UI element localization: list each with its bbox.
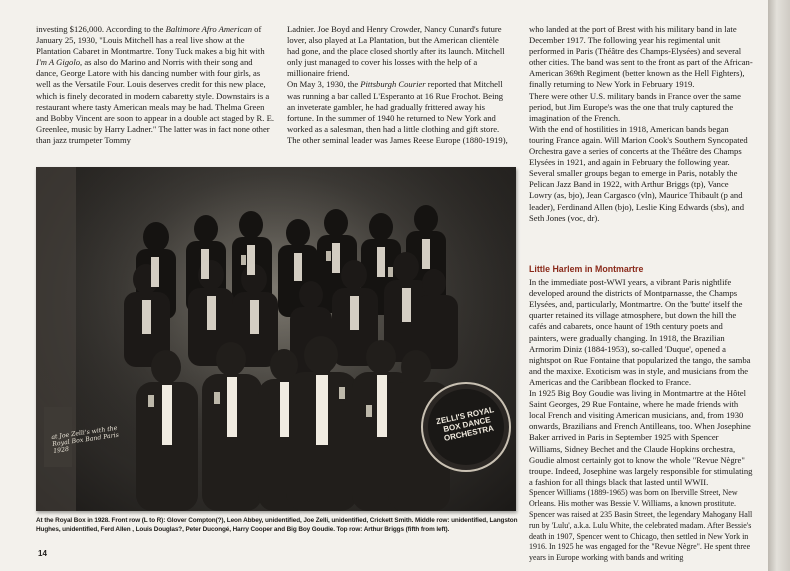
- text-column-right-top: [529, 24, 753, 224]
- text-run: On May 3, 1930, the: [287, 79, 361, 90]
- photo-inscription: at Joe Zelli's with the Royal Box Band Paris 1928: [50, 424, 120, 455]
- text-column-middle: [287, 24, 513, 146]
- paragraph: who landed at the port of Brest with his military band in late December 1917. The following year his regimental unit performed in Paris (Théâtre des Champs-Elysées) and several other cities. The band was sent to the front as part of the African-American 369th Regiment (better known as the Hell Fighters), finally returning to New York in February 1919.: [529, 24, 753, 90]
- text-column-left: [36, 24, 276, 146]
- paragraph: Spencer Williams (1889-1965) was born on Iberville Street, New Orleans. His mother was Bessie V. Williams, a known prostitute. Spencer was raised at 235 Basin Street, the legendary Mahogany Hall run by 'Lulu', a.k.a. Lulu White, the celebrated madam. After Bessie's death in 1907, Spencer went to Chicago, then settled in New York in 1916. In 1925 he was engaged for the "Revue Nègre". He spent three years in Europe working with bands and writing: [529, 487, 753, 563]
- text-run: reported that Mitchell was running a bar called L'Esperanto at 16 Rue Frochot. Being an inveterate gambler, he had gradually frittered away his fortune. In the summer of 1940 he returned to New York and worked as a salesman, then had a little clothing and gift store.: [287, 79, 504, 134]
- paragraph: There were other U.S. military bands in France over the same period, but Jim Europe's was the one that truly captured the imagination of the French.: [529, 90, 741, 123]
- text-run: of January 25, 1930, "Louis Mitchell has a real live show at the Plantation Cabaret in Montmartre. Tony Tuck makes a big hit with: [36, 24, 265, 57]
- paragraph: The other seminal leader was James Reese Europe (1880-1919),: [287, 134, 508, 145]
- paragraph: [36, 24, 276, 146]
- page-edge: [768, 0, 790, 571]
- photo-caption: At the Royal Box in 1928. Front row (L to R): Glover Compton(?), Leon Abbey, unidentified, Joe Zelli, unidentified, Crickett Smith. Middle row: unidentified, Langston Hughes, unidentified, Ferd Allen , Louis Douglas?, Peter Ducongé, Harry Cooper and Big Boy Goudie. Top row: Arthur Briggs (fifth from left).: [36, 517, 518, 534]
- paragraph: In 1925 Big Boy Goudie was living in Montmartre at the Hôtel Saint Georges, 29 Rue Fontaine, where he made friends with local French and visiting American musicians, and, from 1930 onwards, Brazilians and French Antilleans, too. When Josephine Baker arrived in Paris in September 1925 with Spencer Williams, Sidney Bechet and the Claude Hopkins orchestra, Goudie almost certainly got to know the whole "Revue Nègre" troupe. Indeed, Josephine was largely responsible for stimulating a fashion for all things black that lasted until WWII.: [529, 388, 753, 487]
- page-number: 14: [38, 549, 47, 558]
- paragraph: Ladnier. Joe Boyd and Henry Crowder, Nancy Cunard's future lover, also played at La Plantation, but the American clientèle had gone, and the place closed shortly after its launch. Mitchell only just managed to cover his losses with the help of a millionaire friend.: [287, 24, 505, 79]
- text-column-right-bottom: [529, 264, 753, 564]
- paragraph: With the end of hostilities in 1918, American bands began touring France again. Will Marion Cook's Southern Syncopated Orchestra gave a series of concerts at the Théâtre des Champs Elysées in 1921, and again in February the following year. Several smaller groups began to emerge in Paris, notably the Pelican Jazz Band in 1922, with Arthur Briggs (tp), Vance Lowry (as, bjo), Jean Cargasco (vln), Maurice Thibault (p and leader), Ferdinand Allen (bjo), Leslie King Edwards (sbs), and Seth Jones (voc, dr).: [529, 123, 748, 223]
- text-run: investing $126,000. According to the: [36, 24, 166, 34]
- section-heading: Little Harlem in Montmartre: [529, 264, 644, 274]
- drum-lettering: ZELLI'S ROYAL BOX DANCE ORCHESTRA: [435, 405, 495, 443]
- newspaper-title: Pittsburgh Courier: [360, 79, 426, 90]
- paragraph: In the immediate post-WWI years, a vibrant Paris nightlife developed around the districts of Montparnasse, the Champs Elysées, and, particularly, Montmartre. On the 'butte' itself the quarter retained its village atmosphere, but down the hill the cafés and cabarets, once haunt of 19th century poets and painters, were gradually changing. In 1918, the Brazilian Armorim Diniz (1884-1953), so-called 'Duque', opened a nightspot on Rue Fontaine that popularized the tango, the samba and the maxixe. Exoticism was in style, and musicians from the Americas and the Caribbean flocked to France.: [529, 277, 751, 387]
- photo-illustration: [36, 167, 516, 511]
- historic-band-photo: [36, 167, 516, 511]
- song-title: I'm A Gigolo: [36, 57, 81, 68]
- newspaper-title: Baltimore Afro American: [165, 24, 253, 34]
- paragraph: [287, 79, 513, 134]
- text-run: , as also do Marino and Norris with their song and dance, George Latore with his dancing number with four girls, as well as the Versatile Four. Louis deserves credit for this new place, which is finely decorated in modern cabaretty style. Downstairs is a restaurant where tasty American meals may be had. Thelma Green and Bobby Vincent are soon to appear in a double act staged by R. E. Greenlee, music by Harry Ladner." The latter was in fact none other than jazz trumpeter Tommy: [36, 57, 274, 145]
